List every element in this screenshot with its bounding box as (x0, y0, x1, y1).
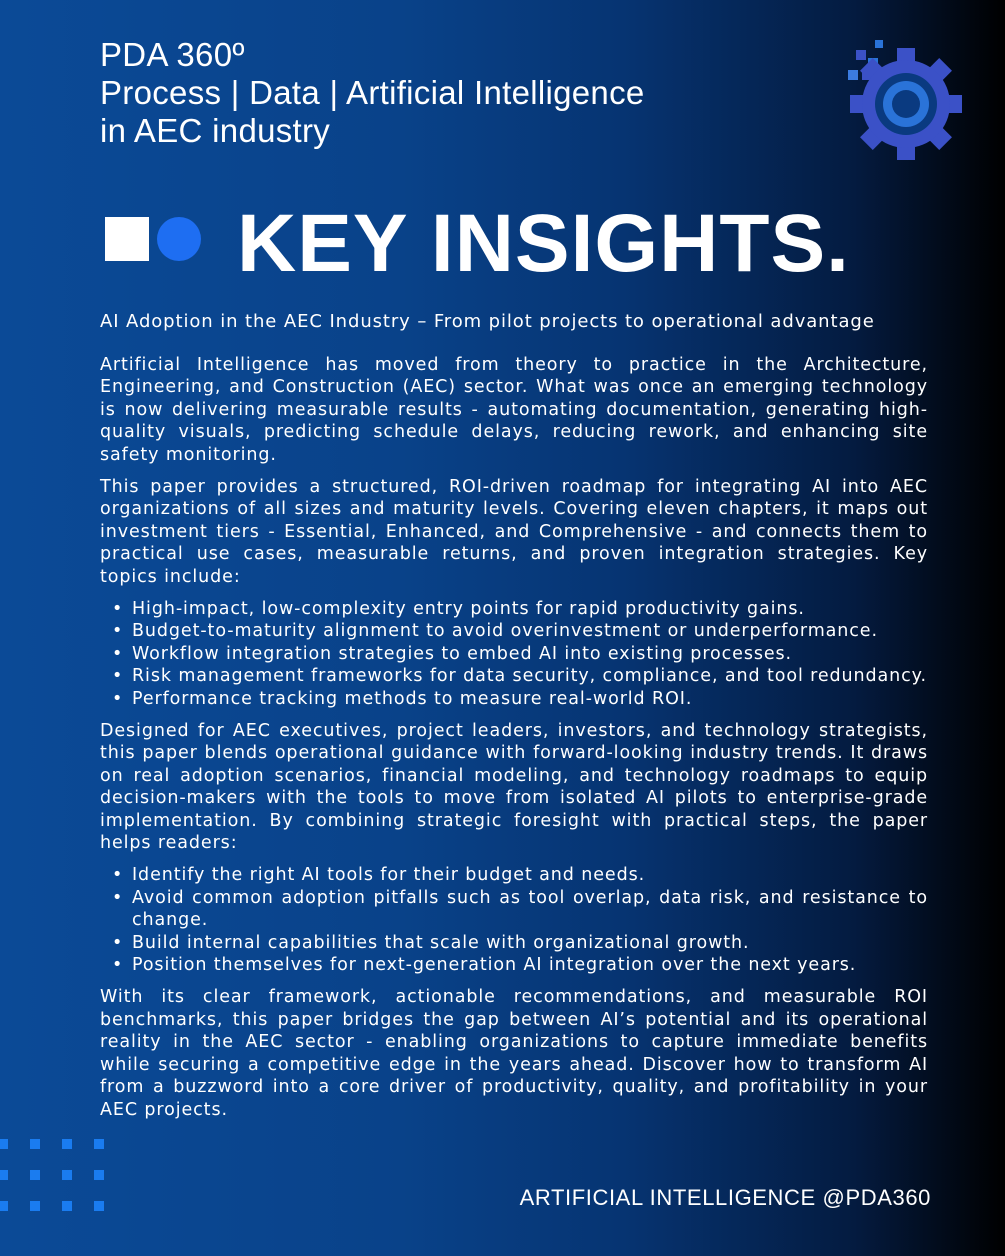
list-item: • High-impact, low-complexity entry points for rapid productivity gains. (132, 598, 928, 621)
header-line-1: PDA 360º (100, 36, 245, 73)
list-item: • Performance tracking methods to measure real-world ROI. (132, 688, 928, 711)
list-item: • Build internal capabilities that scale with organizational growth. (132, 932, 928, 955)
dot-grid-decoration (0, 1137, 110, 1217)
page-title: KEY INSIGHTS. (237, 198, 850, 289)
gear-icon (846, 38, 964, 163)
key-topics-list (100, 598, 928, 711)
paragraph-conclusion: With its clear framework, actionable recommendations, and measurable ROI benchmarks, this paper bridges the gap between AI’s potential and its operational reality in the AEC sector - enabling organizations to capture immediate benefits while securing a competitive edge in the years ahead. Discover how to transform AI from a buzzword into a core driver of productivity, quality, and profitability in your AEC projects. (100, 987, 928, 1120)
list-item: • Identify the right AI tools for their budget and needs. (132, 864, 928, 887)
list-item: • Position themselves for next-generation AI integration over the next years. (132, 954, 928, 977)
circle-shape (157, 217, 201, 261)
reader-benefits-list (100, 864, 928, 977)
list-item: • Workflow integration strategies to embed AI into existing processes. (132, 643, 928, 666)
list-item: • Risk management frameworks for data security, compliance, and tool redundancy. (132, 665, 928, 688)
paragraph-intro: Artificial Intelligence has moved from theory to practice in the Architecture, Engineering, and Construction (AEC) sector. What was once an emerging technology is now delivering measurable results - automating documentation, generating high-quality visuals, predicting schedule delays, reducing rework, and enhancing site safety monitoring. (100, 354, 928, 465)
header-line-3: in AEC industry (100, 112, 331, 149)
square-shape (105, 217, 149, 261)
list-item: • Budget-to-maturity alignment to avoid overinvestment or underperformance. (132, 620, 928, 643)
paragraph-audience: Designed for AEC executives, project leaders, investors, and technology strategists, this paper blends operational guidance with forward-looking industry trends. It draws on real adoption scenarios, financial modeling, and technology roadmaps to equip decision-makers with the tools to move from isolated AI pilots to enterprise-grade implementation. By combining strategic foresight with practical steps, the paper helps readers: (100, 720, 928, 854)
subtitle: AI Adoption in the AEC Industry – From pilot projects to operational advantage (100, 311, 875, 332)
footer-handle: ARTIFICIAL INTELLIGENCE @PDA360 (519, 1185, 931, 1210)
list-item: • Avoid common adoption pitfalls such as tool overlap, data risk, and resistance to change. (132, 887, 928, 932)
header-line-2: Process | Data | Artificial Intelligence (100, 74, 645, 111)
header-title (100, 36, 645, 150)
paragraph-roadmap: This paper provides a structured, ROI-driven roadmap for integrating AI into AEC organizations of all sizes and maturity levels. Covering eleven chapters, it maps out investment tiers - Essential, Enhanced, and Comprehensive - and connects them to practical use cases, measurable returns, and proven integration strategies. Key topics include: (100, 476, 928, 587)
main-content (100, 311, 928, 1131)
